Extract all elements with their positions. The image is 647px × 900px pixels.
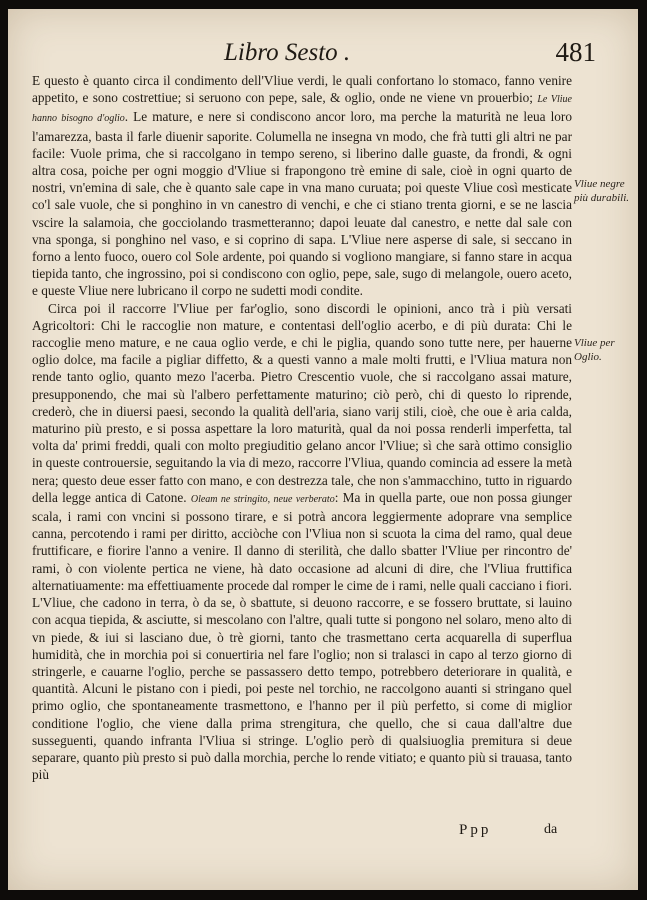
- cato-quote-italic: Oleam ne stringito, neue verberato: [190, 493, 335, 505]
- proverb-italic: Le Vliue hanno bisogno d'oglio: [32, 94, 572, 125]
- paragraph-2-text-b: : Ma in quella parte, oue non possa giunger scala, i rami con vncini si possono tirare, e si potrà ancora leggiermente adoprare vna semplice canna, percotendo i rami per diritto, acciòche con l'Vliua non si scuota la cima del ramo, qual deue fruttificare, e fiorire l'anno a venire. Il danno di sterilità, che dallo sbatter l'Vliue per rincontro de' rami, ò con violente pertica ne viene, hà dato occasione ad alcuni di dire, che l'Vliua fruttifica alternatiuamente: ma effettiuamente procede dal romper le cime de i rami, nelle quali cacciano i fiori. L'Vliue, che cadono in terra, ò da se, ò sbattute, si deuono raccorre, e se fossero bruttate, si lauino con acqua tiepida, & asciutte, si mescolano con l'altre, quali tutte si pongono nel solaro, meno alto di vn piede, & iui si lasciano due, ò trè giorni, tanto che trasmettano certa acquarella di superflua humidità, che in morchia poi si conuertiria nel fare l'oglio; non si tralasci in capo al terzo giorno di stringerle, e cauarne l'oglio, perche se passassero detto tempo, potrebbero deteriorare in qualità, e quantità. Alcuni le pistano con i piedi, poi peste nel torchio, ne raccolgono auanti si stringano quel primo oglio, che spontaneamente trasmettono, e l'hanno per il più perfetto, si come di miglior conditione l'oglio, che viene dalla prima strengitura, che quello, che si caua dall'altre due susseguenti, quando infranta l'Vliua si stringe. L'oglio però di qualsiuoglia premitura si deue separare, quanto più presto si può dalla morchia, perche lo rende vitiato; e quanto più si trauasa, tanto più: [32, 489, 572, 783]
- paragraph-1: [32, 72, 572, 300]
- running-title: Libro Sesto .: [224, 39, 351, 66]
- signature-mark: Ppp: [459, 822, 492, 838]
- page-number: 481: [555, 37, 596, 67]
- catchword: da: [544, 822, 558, 837]
- margin-note-black-olives: Vliue negre più durabili.: [574, 178, 630, 204]
- paragraph-2: [32, 300, 572, 784]
- paragraph-2-text-a: Circa poi il raccorre l'Vliue per far'oglio, sono discordi le opinioni, anco trà i più versati Agricoltori: Chi le raccoglie non mature, e contentasi dell'oglio acerbo, e di più durata: Chi le raccoglie meno mature, e ne caua oglio verde, e chi le piglia, quando sono tutte nere, per hauerne oglio dolce, ma facile a pigliar diffetto, & a questi vanno a male molti frutti, e l'Vliua matura non rende tanto oglio, quanto mezo l'acerba. Pietro Crescentio vuole, che si raccolgano assai mature, presupponendo, che mai sù l'albero perfettamente maturino; ciò però, chi di questo lo riprende, crederò, che in diuersi paesi, secondo la qualità dell'aria, siano varij stili, cioè, che oue è aria calda, maturino più presto, e si possa aspettare la loro maturità, qual da noi possa renderli imperfetta, tal volta da' primi freddi, quali con molto pregiuditio gelano ancor l'Vliue; sì che sarà ottimo consiglio in queste controuersie, seguitando la via di mezo, raccorre l'Vliua, quando comincia ad essere la metà nera; questo deue esser fatto con mano, e con destrezza tale, che non s'ammacchino, tutto in riguardo della legge antica di Catone.: [32, 300, 572, 505]
- main-text: [32, 72, 572, 783]
- margin-note-olives-for-oil: Vliue per Oglio.: [574, 337, 615, 363]
- running-header: [8, 39, 638, 73]
- paragraph-1-text-b: . Le mature, e nere si condiscono ancor loro, ma perche la maturità ne leua loro l'amarezza, basta il farle diuenir saporite. Columella ne insegna vn modo, che frà tutti gli altri ne par facile: Vuole prima, che si raccolgano in tempo sereno, si liberino dalle guaste, da frondi, & ogni altra cosa, poiche per ogni moggio d'Vliue si frapongono trè emine di sale, cioè in ogni quarto de nostri, vn'emina di sale, che è quanto sale cape in vna mano curuata; poi queste Vliue così mesticate co'l sale vuole, che si ponghino in vn canestro di venchi, e che ci stiano trenta giorni, e se ne lascia vscire la salamoia, che gocciolando trasmetteranno; dapoi leuate dal canestro, e nette dal sale con vna sponga, si ponghino nel vaso, e si coprino di sapa. L'Vliue nere asperse di sale, si seccano in forno a lento fuoco, ouero col Sole ardente, poi quando si vogliono mangiare, si fanno stare in acqua tiepida tanto, che ingrossino, poi si condiscono con oglio, pepe, sale, sugo di melangole, ouero aceto, e queste Vliue nere lubricano il corpo ne sudetti modi condite.: [32, 109, 572, 299]
- book-page: [8, 9, 638, 890]
- paragraph-1-text-a: E questo è quanto circa il condimento dell'Vliue verdi, le quali confortano lo stomaco, fanno venire appetito, e sono costrettiue; si seruono con pepe, sale, & oglio, onde ne viene vn prouerbio;: [32, 73, 572, 106]
